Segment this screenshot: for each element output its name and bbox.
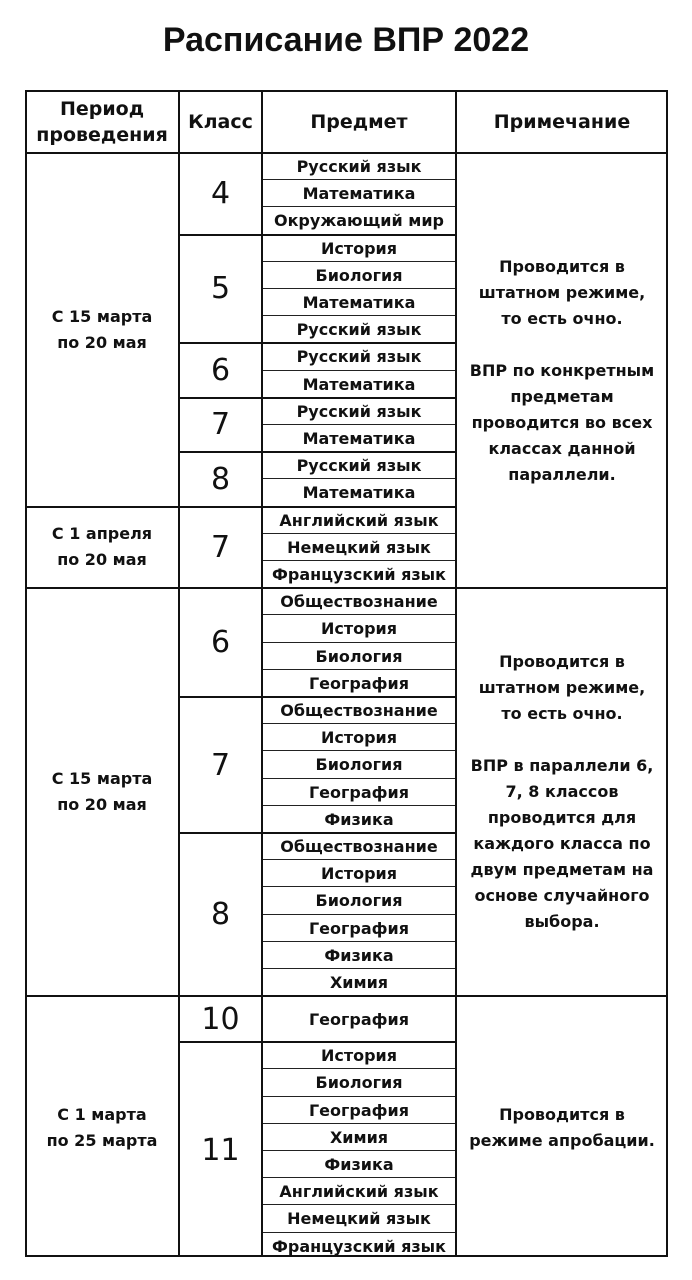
subject-cell: Математика <box>302 184 416 204</box>
subject-cell: Математика <box>302 483 416 503</box>
subject-cell: География <box>308 673 409 693</box>
note-cell: Проводится в режиме апробации. <box>469 1104 655 1150</box>
subject-cell: Английский язык <box>279 510 439 530</box>
subject-cell: Математика <box>302 293 416 313</box>
note-cell: Проводится в штатном режиме, то есть очно. ВПР по конкретным предметам проводится во всех классах данной параллели. <box>469 256 655 484</box>
period-cell: С 1 марта по 25 марта <box>46 1104 158 1150</box>
subject-cell: Окружающий мир <box>273 211 445 231</box>
subject-cell: История <box>320 1046 398 1066</box>
subject-cell: Обществознание <box>280 701 438 721</box>
grade-cell: 6 <box>210 625 231 661</box>
subject-cell: Обществознание <box>280 592 438 612</box>
subject-cell: Русский язык <box>296 347 422 367</box>
subject-cell: Немецкий язык <box>287 537 431 557</box>
subject-cell: Биология <box>315 1073 403 1093</box>
grade-cell: 7 <box>210 407 231 443</box>
subject-cell: Русский язык <box>296 456 422 476</box>
header-grade: Класс <box>188 110 253 133</box>
period-cell: С 15 марта по 20 мая <box>51 769 153 815</box>
subject-cell: Русский язык <box>296 320 422 340</box>
subject-cell: Английский язык <box>279 1182 439 1202</box>
subject-cell: Химия <box>329 1127 389 1147</box>
subject-cell: История <box>320 864 398 884</box>
subject-cell: Обществознание <box>280 837 438 857</box>
period-cell: С 15 марта по 20 мая <box>51 306 153 352</box>
subject-cell: Физика <box>324 1155 394 1175</box>
subject-cell: Биология <box>315 755 403 775</box>
grade-cell: 8 <box>210 461 231 497</box>
subject-cell: Биология <box>315 265 403 285</box>
subject-cell: Физика <box>324 945 394 965</box>
subject-cell: География <box>308 1009 409 1029</box>
grade-cell: 6 <box>210 353 231 389</box>
subject-cell: Французский язык <box>272 1236 446 1256</box>
subject-cell: Математика <box>302 429 416 449</box>
grade-cell: 8 <box>210 897 231 933</box>
period-cell: С 1 апреля по 20 мая <box>51 524 153 570</box>
schedule-table <box>25 90 668 1257</box>
grade-cell: 7 <box>210 529 231 565</box>
subject-cell: География <box>308 1100 409 1120</box>
subject-cell: История <box>320 619 398 639</box>
subject-cell: Физика <box>324 809 394 829</box>
subject-cell: География <box>308 782 409 802</box>
note-cell: Проводится в штатном режиме, то есть очно. ВПР в параллели 6, 7, 8 классов проводится для каждого класса по двум предметам на основе случайного выбора. <box>470 652 654 932</box>
grade-cell: 11 <box>201 1133 240 1169</box>
grade-cell: 10 <box>201 1001 240 1037</box>
header-note: Примечание <box>493 110 631 133</box>
subject-cell: История <box>320 238 398 258</box>
header-subject: Предмет <box>310 110 408 133</box>
subject-cell: Русский язык <box>296 157 422 177</box>
subject-cell: Математика <box>302 374 416 394</box>
page-title: Расписание ВПР 2022 <box>162 21 530 59</box>
grade-cell: 5 <box>210 271 231 307</box>
subject-cell: Немецкий язык <box>287 1209 431 1229</box>
grade-cell: 7 <box>210 747 231 783</box>
subject-cell: Биология <box>315 646 403 666</box>
grade-cell: 4 <box>210 176 231 212</box>
table-rule <box>261 90 263 1257</box>
subject-cell: Русский язык <box>296 401 422 421</box>
table-rule <box>455 90 457 1257</box>
table-rule <box>178 90 180 1257</box>
subject-cell: Биология <box>315 891 403 911</box>
subject-cell: История <box>320 728 398 748</box>
header-period: Период проведения <box>36 97 168 146</box>
subject-cell: Химия <box>329 973 389 993</box>
subject-cell: Французский язык <box>272 565 446 585</box>
subject-cell: География <box>308 918 409 938</box>
